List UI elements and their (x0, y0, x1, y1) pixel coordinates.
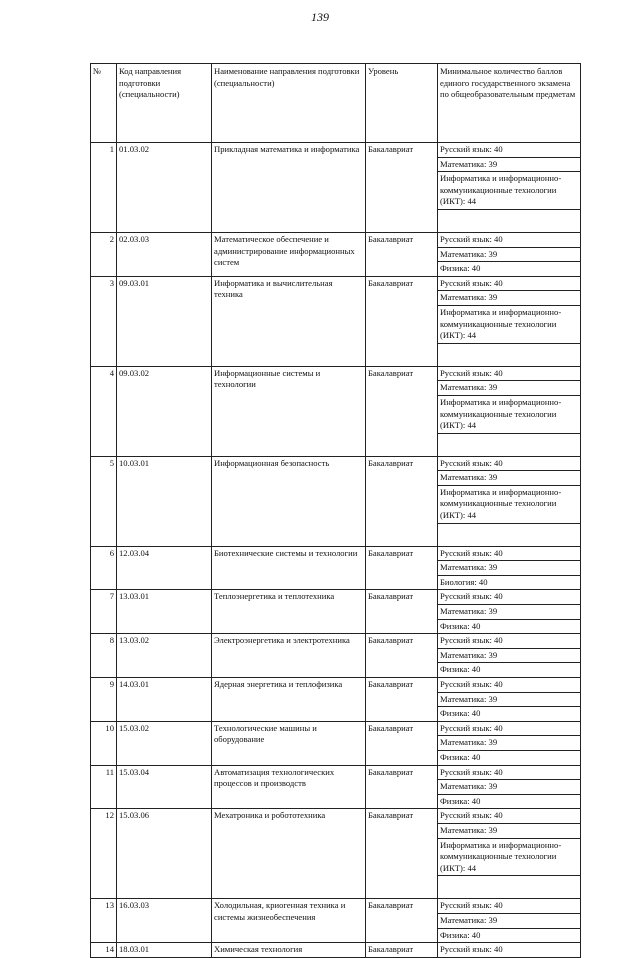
direction-code: 14.03.01 (117, 678, 212, 722)
row-number: 13 (91, 899, 117, 943)
exam-requirement: Информатика и информационно-коммуникационные технологии (ИКТ): 44 (438, 305, 581, 343)
table-row (91, 899, 581, 914)
table-row (91, 546, 581, 561)
table-row (91, 634, 581, 649)
exam-requirement: Русский язык: 40 (438, 943, 581, 958)
direction-code: 13.03.01 (117, 590, 212, 634)
direction-name: Прикладная математика и информатика (212, 143, 366, 233)
row-number: 12 (91, 809, 117, 899)
exam-requirement: Русский язык: 40 (438, 143, 581, 158)
table-row (91, 721, 581, 736)
exam-requirement: Математика: 39 (438, 471, 581, 486)
exam-cell-empty (438, 876, 581, 899)
header-name: Наименование направления подготовки (специальности) (212, 64, 366, 143)
exam-requirement: Русский язык: 40 (438, 721, 581, 736)
exam-requirement: Русский язык: 40 (438, 366, 581, 381)
exam-requirement: Математика: 39 (438, 823, 581, 838)
row-number: 6 (91, 546, 117, 590)
exam-requirement: Математика: 39 (438, 780, 581, 795)
row-number: 11 (91, 765, 117, 809)
exam-requirement: Математика: 39 (438, 561, 581, 576)
row-number: 1 (91, 143, 117, 233)
direction-name: Теплоэнергетика и теплотехника (212, 590, 366, 634)
education-level: Бакалавриат (366, 678, 438, 722)
exam-requirement: Информатика и информационно-коммуникационные технологии (ИКТ): 44 (438, 838, 581, 876)
direction-code: 12.03.04 (117, 546, 212, 590)
exam-requirement: Русский язык: 40 (438, 232, 581, 247)
exam-requirement: Русский язык: 40 (438, 809, 581, 824)
education-level: Бакалавриат (366, 456, 438, 546)
exam-requirement: Информатика и информационно-коммуникационные технологии (ИКТ): 44 (438, 395, 581, 433)
direction-name: Холодильная, криогенная техника и системы жизнеобеспечения (212, 899, 366, 943)
exam-requirement: Математика: 39 (438, 913, 581, 928)
row-number: 10 (91, 721, 117, 765)
row-number: 5 (91, 456, 117, 546)
education-level: Бакалавриат (366, 590, 438, 634)
table-row (91, 366, 581, 381)
exam-requirement: Русский язык: 40 (438, 678, 581, 693)
row-number: 3 (91, 276, 117, 366)
education-level: Бакалавриат (366, 276, 438, 366)
row-number: 9 (91, 678, 117, 722)
direction-name: Электроэнергетика и электротехника (212, 634, 366, 678)
table-row (91, 276, 581, 291)
exam-requirement: Информатика и информационно-коммуникационные технологии (ИКТ): 44 (438, 172, 581, 210)
education-level: Бакалавриат (366, 634, 438, 678)
exam-requirement: Математика: 39 (438, 605, 581, 620)
exam-requirement: Математика: 39 (438, 692, 581, 707)
table-row (91, 456, 581, 471)
education-level: Бакалавриат (366, 943, 438, 958)
table-row (91, 143, 581, 158)
exam-requirement: Математика: 39 (438, 247, 581, 262)
exam-requirement: Русский язык: 40 (438, 899, 581, 914)
table-row (91, 943, 581, 958)
direction-name: Химическая технология (212, 943, 366, 958)
direction-name: Биотехнические системы и технологии (212, 546, 366, 590)
direction-code: 02.03.03 (117, 232, 212, 276)
exam-requirement: Математика: 39 (438, 291, 581, 306)
direction-name: Математическое обеспечение и администрирование информационных систем (212, 232, 366, 276)
direction-code: 15.03.06 (117, 809, 212, 899)
exam-requirement: Физика: 40 (438, 750, 581, 765)
exam-requirement: Физика: 40 (438, 663, 581, 678)
header-level: Уровень (366, 64, 438, 143)
exam-requirement: Русский язык: 40 (438, 590, 581, 605)
direction-code: 15.03.02 (117, 721, 212, 765)
exam-requirement: Русский язык: 40 (438, 456, 581, 471)
direction-code: 15.03.04 (117, 765, 212, 809)
exam-requirement: Математика: 39 (438, 157, 581, 172)
exam-requirement: Математика: 39 (438, 736, 581, 751)
exam-requirement: Русский язык: 40 (438, 634, 581, 649)
exam-requirement: Информатика и информационно-коммуникационные технологии (ИКТ): 44 (438, 485, 581, 523)
education-level: Бакалавриат (366, 899, 438, 943)
exam-requirement: Русский язык: 40 (438, 765, 581, 780)
header-code: Код направления подготовки (специальности) (117, 64, 212, 143)
page-number: 139 (311, 10, 329, 24)
exam-cell-empty (438, 433, 581, 456)
education-level: Бакалавриат (366, 366, 438, 456)
row-number: 2 (91, 232, 117, 276)
table-row (91, 678, 581, 693)
table-row (91, 232, 581, 247)
education-level: Бакалавриат (366, 721, 438, 765)
exam-cell-empty (438, 343, 581, 366)
table-row (91, 765, 581, 780)
education-level: Бакалавриат (366, 546, 438, 590)
exam-requirement: Русский язык: 40 (438, 546, 581, 561)
exam-requirement: Физика: 40 (438, 262, 581, 277)
education-level: Бакалавриат (366, 809, 438, 899)
exam-cell-empty (438, 523, 581, 546)
exam-requirement: Физика: 40 (438, 928, 581, 943)
header-num: № (91, 64, 117, 143)
direction-code: 18.03.01 (117, 943, 212, 958)
exam-requirement: Физика: 40 (438, 707, 581, 722)
education-level: Бакалавриат (366, 143, 438, 233)
direction-code: 09.03.02 (117, 366, 212, 456)
direction-code: 13.03.02 (117, 634, 212, 678)
exam-requirement: Математика: 39 (438, 648, 581, 663)
direction-name: Информатика и вычислительная техника (212, 276, 366, 366)
row-number: 7 (91, 590, 117, 634)
direction-name: Технологические машины и оборудование (212, 721, 366, 765)
direction-name: Ядерная энергетика и теплофизика (212, 678, 366, 722)
direction-code: 09.03.01 (117, 276, 212, 366)
exam-requirement: Математика: 39 (438, 381, 581, 396)
exam-requirement: Физика: 40 (438, 794, 581, 809)
exam-cell-empty (438, 209, 581, 232)
direction-name: Автоматизация технологических процессов и производств (212, 765, 366, 809)
direction-code: 01.03.02 (117, 143, 212, 233)
table-body (91, 143, 581, 958)
exam-requirement: Биология: 40 (438, 575, 581, 590)
admission-table (90, 63, 581, 958)
row-number: 4 (91, 366, 117, 456)
row-number: 8 (91, 634, 117, 678)
table-row (91, 809, 581, 824)
row-number: 14 (91, 943, 117, 958)
table-row (91, 590, 581, 605)
exam-requirement: Физика: 40 (438, 619, 581, 634)
education-level: Бакалавриат (366, 232, 438, 276)
direction-code: 10.03.01 (117, 456, 212, 546)
direction-code: 16.03.03 (117, 899, 212, 943)
direction-name: Информационная безопасность (212, 456, 366, 546)
direction-name: Информационные системы и технологии (212, 366, 366, 456)
exam-requirement: Русский язык: 40 (438, 276, 581, 291)
education-level: Бакалавриат (366, 765, 438, 809)
table-header-row (91, 64, 581, 143)
header-exams: Минимальное количество баллов единого государственного экзамена по общеобразовательным предметам (438, 64, 581, 143)
direction-name: Мехатроника и робототехника (212, 809, 366, 899)
